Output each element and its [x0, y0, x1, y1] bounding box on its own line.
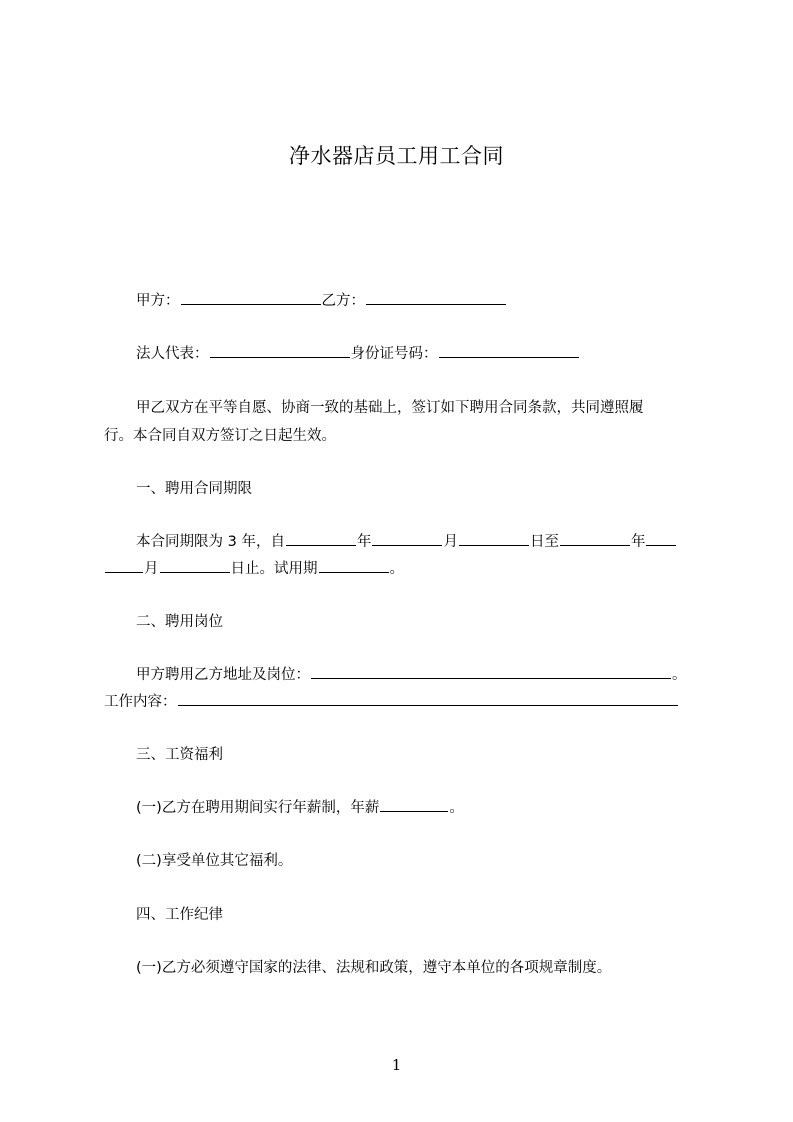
salary-item-1	[136, 797, 464, 819]
salary-item-1-end: 。	[449, 800, 464, 816]
party-a-blank[interactable]	[181, 290, 321, 305]
position-blank[interactable]	[311, 664, 671, 679]
salary-item-1-text: (一)乙方在聘用期间实行年薪制，年薪	[136, 800, 380, 816]
day-to-label: 日至	[529, 534, 559, 550]
preamble-line-2: 行。本合同自双方签订之日起生效。	[104, 428, 336, 444]
document-title: 净水器店员工用工合同	[289, 144, 504, 168]
party-line	[136, 290, 507, 312]
term-period: 。	[389, 561, 404, 577]
year-label: 年	[356, 534, 372, 550]
discipline-item-1: (一)乙方必须遵守国家的法律、法规和政策，遵守本单位的各项规章制度。	[136, 960, 612, 976]
position-label: 甲方聘用乙方地址及岗位：	[136, 667, 310, 683]
end-month-blank-part1[interactable]	[646, 531, 676, 546]
end-month-blank-part2[interactable]	[105, 558, 143, 573]
position-line	[136, 664, 687, 686]
position-end: 。	[672, 667, 687, 683]
party-b-label: 乙方：	[321, 293, 365, 309]
party-a-label: 甲方：	[136, 293, 180, 309]
probation-blank[interactable]	[319, 558, 389, 573]
page-number: 1	[391, 1056, 402, 1074]
term-prefix: 本合同期限为 3 年，自	[136, 534, 285, 550]
annual-salary-blank[interactable]	[380, 797, 448, 812]
legal-rep-label: 法人代表：	[136, 346, 209, 362]
end-day-blank[interactable]	[160, 558, 230, 573]
start-day-blank[interactable]	[459, 531, 529, 546]
day-end-label: 日止。试用期	[230, 561, 318, 577]
party-b-blank[interactable]	[366, 290, 506, 305]
section-heading-position: 二、聘用岗位	[136, 614, 223, 630]
id-number-blank[interactable]	[439, 343, 579, 358]
section-heading-discipline: 四、工作纪律	[136, 907, 223, 923]
month-label: 月	[443, 534, 458, 550]
start-year-blank[interactable]	[286, 531, 356, 546]
year2-label: 年	[630, 534, 646, 550]
work-content-line	[104, 691, 679, 713]
section-heading-salary: 三、工资福利	[136, 747, 223, 763]
work-content-blank[interactable]	[178, 691, 678, 706]
end-year-blank[interactable]	[560, 531, 630, 546]
term-line-2	[104, 558, 404, 580]
legal-rep-blank[interactable]	[210, 343, 350, 358]
section-heading-term: 一、聘用合同期限	[136, 481, 252, 497]
term-line-1	[136, 531, 677, 553]
work-content-label: 工作内容：	[104, 694, 177, 710]
id-number-label: 身份证号码：	[350, 346, 438, 362]
preamble-line-1: 甲乙双方在平等自愿、协商一致的基础上，签订如下聘用合同条款，共同遵照履	[136, 400, 644, 416]
month2-label: 月	[144, 561, 159, 577]
representative-line	[136, 343, 580, 365]
salary-item-2: (二)享受单位其它福利。	[136, 853, 293, 869]
start-month-blank[interactable]	[372, 531, 442, 546]
